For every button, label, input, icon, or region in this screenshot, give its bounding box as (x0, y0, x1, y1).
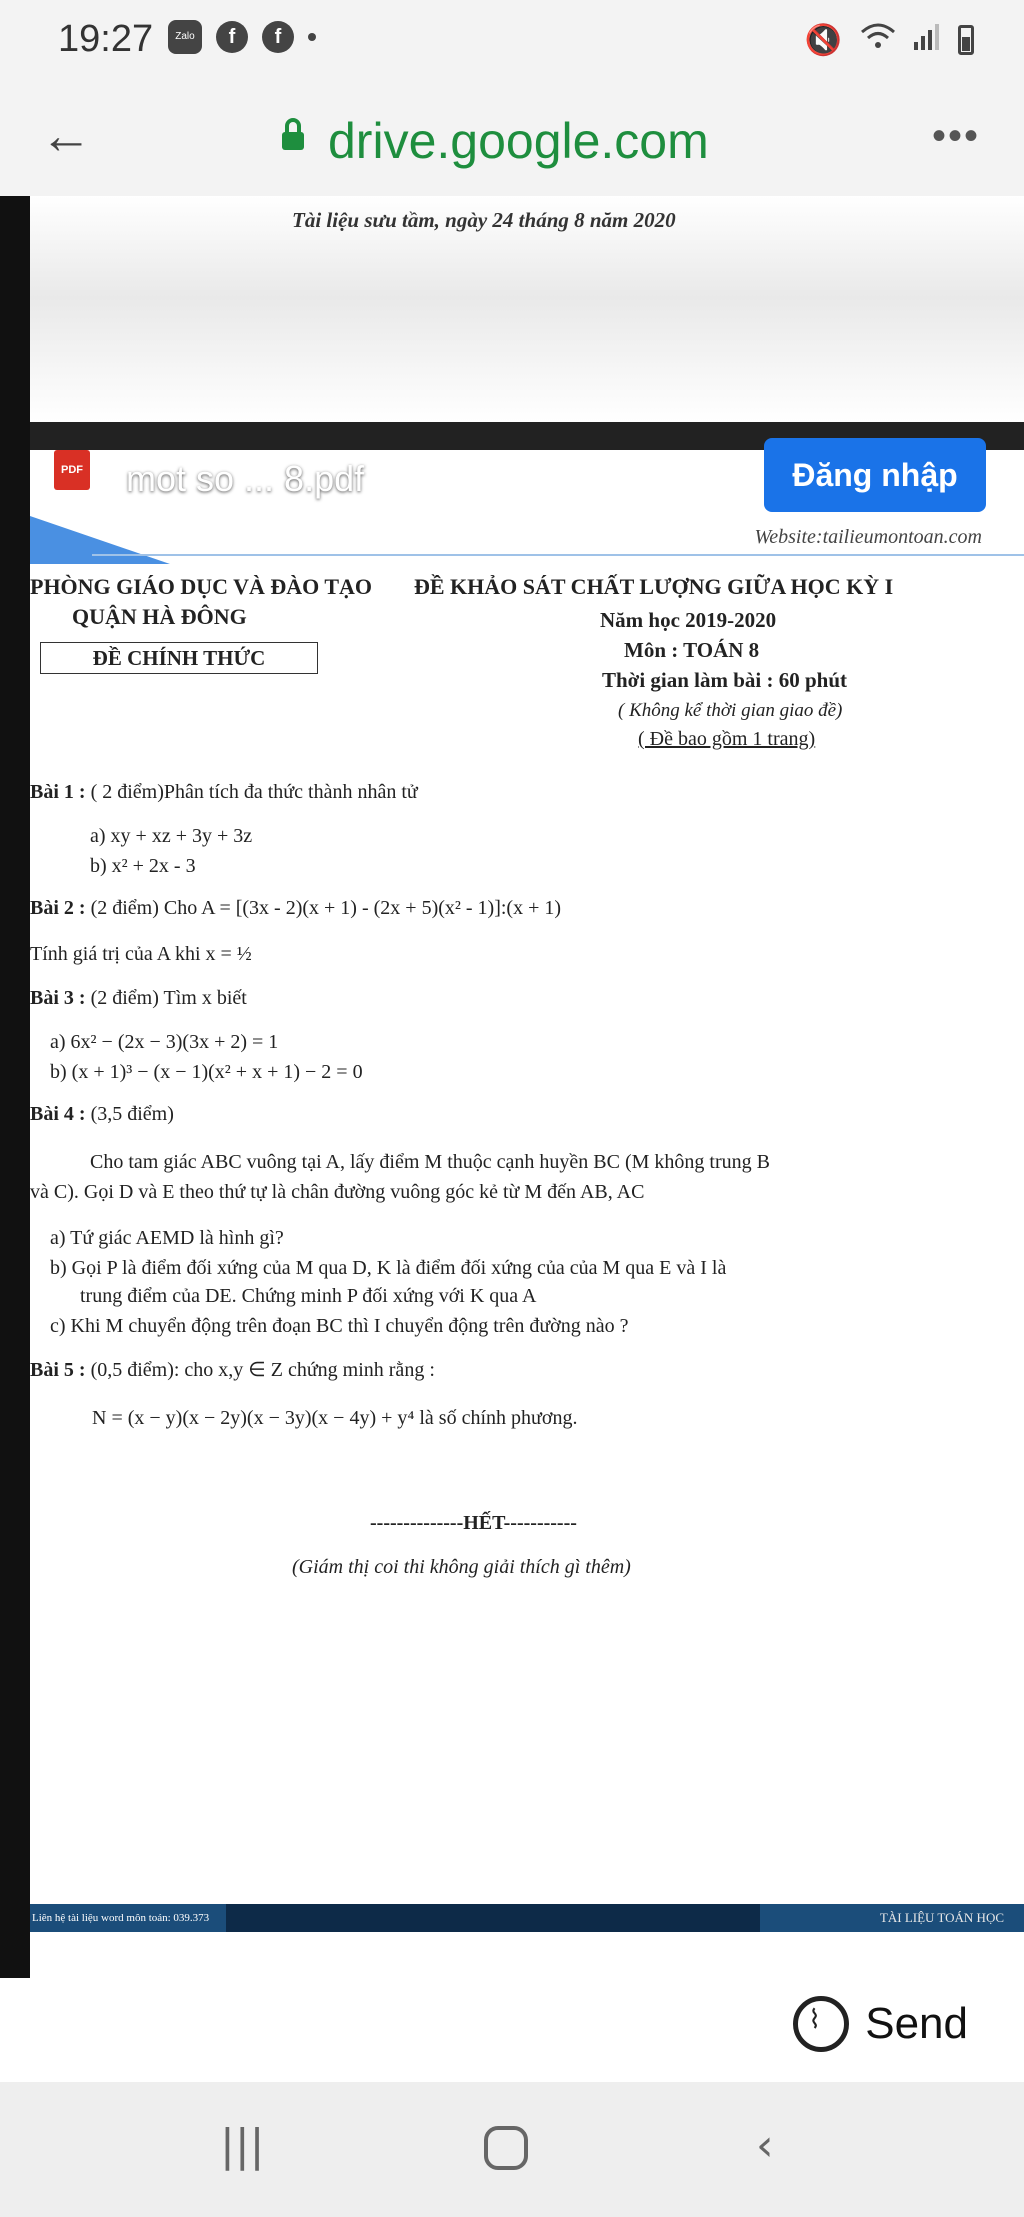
footer-contact: Liên hệ tài liệu word môn toán: 039.373 (30, 1904, 226, 1932)
question-2: Bài 2 : (2 điểm) Cho A = [(3x - 2)(x + 1) - (2x + 5)(x² - 1)]:(x + 1) (30, 897, 562, 919)
signal-icon (914, 22, 940, 58)
status-bar (0, 0, 1024, 84)
question-3b: b) (x + 1)³ − (x − 1)(x² + x + 1) − 2 = 0 (50, 1061, 363, 1083)
question-5: Bài 5 : (0,5 điểm): cho x,y ∈ Z chứng minh rằng : (30, 1359, 435, 1381)
clock: 19:27 (58, 18, 154, 60)
battery-icon (958, 25, 974, 55)
previous-page-fragment (30, 196, 1024, 422)
mute-icon: 🔇 (804, 23, 842, 57)
question-3: Bài 3 : (2 điểm) Tìm x biết (30, 987, 247, 1009)
question-5-equation: N = (x − y)(x − 2y)(x − 3y)(x − 4y) + y⁴ là số chính phương. (92, 1407, 578, 1429)
question-2-sub: Tính giá trị của A khi x = ½ (30, 943, 252, 965)
browser-url-bar (0, 84, 1024, 196)
question-4-line1: Cho tam giác ABC vuông tại A, lấy điểm M thuộc cạnh huyền BC (M không trung B (90, 1151, 770, 1173)
wifi-icon (860, 22, 896, 58)
department-title: PHÒNG GIÁO DỤC VÀ ĐÀO TẠO (30, 574, 373, 599)
question-1: Bài 1 : ( 2 điểm)Phân tích đa thức thành nhân tử (30, 781, 418, 803)
share-bar (0, 1978, 1024, 2082)
time-note: ( Không kể thời gian giao đề) (618, 700, 843, 721)
send-label: Send (865, 1999, 968, 2048)
pdf-toolbar (30, 428, 1024, 524)
page-footer (30, 1904, 1024, 1932)
footer-brand: TÀI LIỆU TOÁN HỌC (760, 1904, 1024, 1932)
question-4: Bài 4 : (3,5 điểm) (30, 1103, 174, 1125)
page-note: ( Đề bao gồm 1 trang) (638, 728, 816, 750)
end-note: (Giám thị coi thi không giải thích gì thêm) (292, 1556, 631, 1578)
facebook-icon: f (216, 21, 248, 53)
system-icons (805, 22, 974, 58)
official-label: ĐỀ CHÍNH THỨC (40, 642, 318, 674)
website-text: Website:tailieumontoan.com (754, 526, 982, 548)
subject: Môn : TOÁN 8 (624, 638, 760, 662)
more-options-icon[interactable]: ••• (931, 114, 980, 158)
pdf-viewer (0, 196, 1024, 1978)
exam-title: ĐỀ KHẢO SÁT CHẤT LƯỢNG GIỮA HỌC KỲ I (414, 574, 894, 599)
question-3a: a) 6x² − (2x − 3)(3x + 2) = 1 (50, 1031, 279, 1053)
recents-icon[interactable]: ||| (220, 2120, 265, 2171)
question-4b-line1: b) Gọi P là điểm đối xứng của M qua D, K là điểm đối xứng của của M qua E và I là (50, 1257, 727, 1279)
pdf-file-icon: PDF (54, 450, 90, 490)
facebook-icon: f (262, 21, 294, 53)
question-4c: c) Khi M chuyển động trên đoạn BC thì I chuyển động trên đường nào ? (50, 1315, 629, 1337)
messenger-icon (793, 1996, 849, 2052)
header-rule (92, 554, 1024, 556)
notification-icons (168, 20, 316, 54)
more-notifications-dot (308, 33, 316, 41)
back-icon[interactable]: ‹ (756, 2120, 774, 2171)
school-year: Năm học 2019-2020 (600, 608, 777, 632)
footer-bar (226, 1904, 760, 1932)
question-4b-line2: trung điểm của DE. Chứng minh P đối xứng với K qua A (80, 1285, 537, 1307)
back-arrow-icon[interactable]: ← (40, 107, 92, 165)
zalo-icon: Zalo (168, 20, 202, 54)
question-1b: b) x² + 2x - 3 (90, 855, 196, 877)
home-icon[interactable] (484, 2126, 528, 2170)
question-1a: a) xy + xz + 3y + 3z (90, 825, 253, 847)
source-note: Tài liệu sưu tầm, ngày 24 tháng 8 năm 2020 (292, 208, 676, 232)
system-nav-bar (0, 2082, 1024, 2217)
file-name: mot so ... 8.pdf (126, 458, 365, 499)
send-button[interactable] (793, 1996, 968, 2052)
more-vert-icon[interactable]: ⋮ (662, 446, 700, 490)
duration: Thời gian làm bài : 60 phút (602, 668, 848, 692)
district-title: QUẬN HÀ ĐÔNG (72, 604, 247, 629)
login-button[interactable]: Đăng nhập (764, 438, 986, 512)
question-4-line2: và C). Gọi D và E theo thứ tự là chân đường vuông góc kẻ từ M đến AB, AC (30, 1181, 645, 1203)
lock-icon (282, 128, 304, 152)
download-icon[interactable]: ⤓ (532, 454, 549, 498)
end-mark: --------------HẾT----------- (370, 1512, 577, 1534)
url-text[interactable]: drive.google.com (328, 113, 709, 169)
question-4a: a) Tứ giác AEMD là hình gì? (50, 1227, 284, 1249)
